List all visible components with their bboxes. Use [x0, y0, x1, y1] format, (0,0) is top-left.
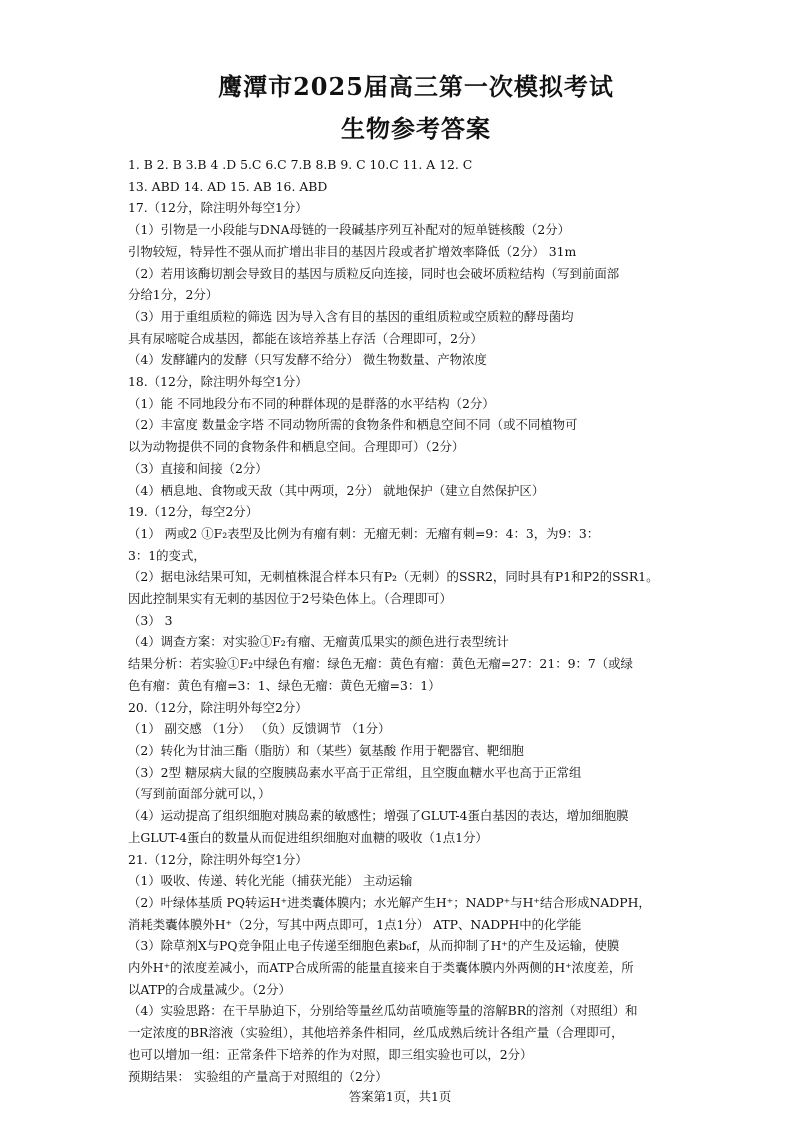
answer-line: （2）叶绿体基质 PQ转运H⁺进类囊体膜内；水光解产生H⁺；NADP⁺与H⁺结合形成NADPH，	[128, 894, 651, 910]
answer-line: 因此控制果实有无刺的基因位于2号染色体上。（合理即可）	[128, 591, 452, 607]
answer-line: 以为动物提供不同的食物条件和栖息空间。合理即可）（2分）	[128, 439, 465, 455]
answer-line: 以ATP的合成量减少。（2分）	[128, 981, 291, 997]
answer-line: 具有尿嘧啶合成基因，都能在该培养基上存活（合理即可，2分）	[128, 330, 483, 346]
answer-line: （4）栖息地、食物或天敌（其中两项，2分） 就地保护（建立自然保护区）	[128, 482, 545, 498]
answer-line: 上GLUT-4蛋白的数量从而促进组织细胞对血糖的吸收（1点1分）	[128, 829, 488, 845]
answer-line: 预期结果： 实验组的产量高于对照组的（2分）	[128, 1068, 388, 1084]
answer-line: （4）调查方案：对实验①F₂有瘤、无瘤黄瓜果实的颜色进行表型统计	[128, 634, 509, 650]
answer-line: （2）若用该酶切割会导致目的基因与质粒反向连接，同时也会破坏质粒结构（写到前面部	[128, 265, 620, 281]
answer-line: 分给1分，2分）	[128, 287, 219, 303]
answer-line: 13. ABD 14. AD 15. AB 16. ABD	[128, 178, 328, 194]
answer-line: （1） 两或2 ①F₂表型及比例为有瘤有刺：无瘤无刺：无瘤有刺=9：4：3，为9：3：	[128, 525, 600, 541]
answer-line: 色有瘤：黄色有瘤=3：1、绿色无瘤：黄色无瘤=3：1）	[128, 677, 441, 693]
answer-line: 引物较短，特异性不强从而扩增出非目的基因片段或者扩增效率降低（2分） 31m	[128, 243, 577, 259]
answer-line: 3：1的变式，	[128, 547, 206, 563]
answer-body	[128, 154, 704, 1087]
answer-line: 1. B 2. B 3.B 4 .D 5.C 6.C 7.B 8.B 9. C 10.C 11. A 12. C	[128, 157, 473, 172]
question-18-heading: 18.（12分，除注明外每空1分）	[128, 374, 308, 390]
answer-line: （3） 3	[128, 612, 173, 628]
answer-line: 消耗类囊体膜外H⁺（2分，写其中两点即可，1点1分） ATP、NADPH中的化学能	[128, 916, 582, 932]
answer-line: （1） 副交感 （1分） （负）反馈调节 （1分）	[128, 721, 391, 737]
answer-line: 一定浓度的BR溶液（实验组），其他培养条件相同，丝瓜成熟后统计各组产量（合理即可，	[128, 1025, 624, 1041]
answer-line: （4）运动提高了组织细胞对胰岛素的敏感性；增强了GLUT-4蛋白基因的表达，增加细胞膜	[128, 808, 629, 824]
answer-line: 结果分析：若实验①F₂中绿色有瘤：绿色无瘤：黄色有瘤：黄色无瘤=27：21：9：7（或绿	[128, 656, 633, 672]
answer-line: （4）发酵罐内的发酵（只写发酵不给分） 微生物数量、产物浓度	[128, 352, 487, 368]
question-20-heading: 20.（12分，除注明外每空2分）	[128, 699, 308, 715]
answer-line: （3）除草剂X与PQ竞争阻止电子传递至细胞色素b₆f，从而抑制了H⁺的产生及运输，使膜	[128, 938, 620, 954]
page-title: 鹰潭市2025届高三第一次模拟考试	[218, 72, 614, 101]
answer-line: （写到前面部分就可以，）	[128, 786, 271, 802]
answer-line: （1）引物是一小段能与DNA母链的一段碱基序列互补配对的短单链核酸（2分）	[128, 222, 570, 238]
question-19-heading: 19.（12分，每空2分）	[128, 504, 259, 520]
question-21-heading: 21.（12分，除注明外每空1分）	[128, 851, 308, 867]
answer-line: （1）吸收、传递、转化光能（捕获光能） 主动运输	[128, 873, 413, 889]
answer-line: （3）直接和间接（2分）	[128, 460, 268, 476]
answer-line: （3）2型 糖尿病大鼠的空腹胰岛素水平高于正常组，且空腹血糖水平也高于正常组	[128, 764, 582, 780]
answer-line: （2）据电泳结果可知，无刺植株混合样本只有P₂（无刺）的SSR2，同时具有P1和P2的SSR1。	[128, 569, 659, 585]
page-subtitle: 生物参考答案	[341, 114, 491, 143]
answer-line: 也可以增加一组：正常条件下培养的作为对照，即三组实验也可以，2分）	[128, 1046, 533, 1062]
answer-line: （1）能 不同地段分布不同的种群体现的是群落的水平结构（2分）	[128, 395, 495, 411]
question-17-heading: 17.（12分，除注明外每空1分）	[128, 200, 308, 216]
answer-line: 内外H⁺的浓度差减小，而ATP合成所需的能量直接来自于类囊体膜内外两侧的H⁺浓度差，所	[128, 960, 634, 976]
answer-line: （2）丰富度 数量金字塔 不同动物所需的食物条件和栖息空间不同（或不同植物可	[128, 417, 578, 433]
answer-line: （2）转化为甘油三酯（脂肪）和（某些）氨基酸 作用于靶器官、靶细胞	[128, 742, 524, 758]
answer-line: （3）用于重组质粒的筛选 因为导入含有目的基因的重组质粒或空质粒的酵母菌均	[128, 308, 574, 324]
answer-line: （4）实验思路：在干旱胁迫下，分别给等量丝瓜幼苗喷施等量的溶解BR的溶剂（对照组）和	[128, 1003, 638, 1019]
page-footer: 答案第1页，共1页	[348, 1089, 452, 1104]
